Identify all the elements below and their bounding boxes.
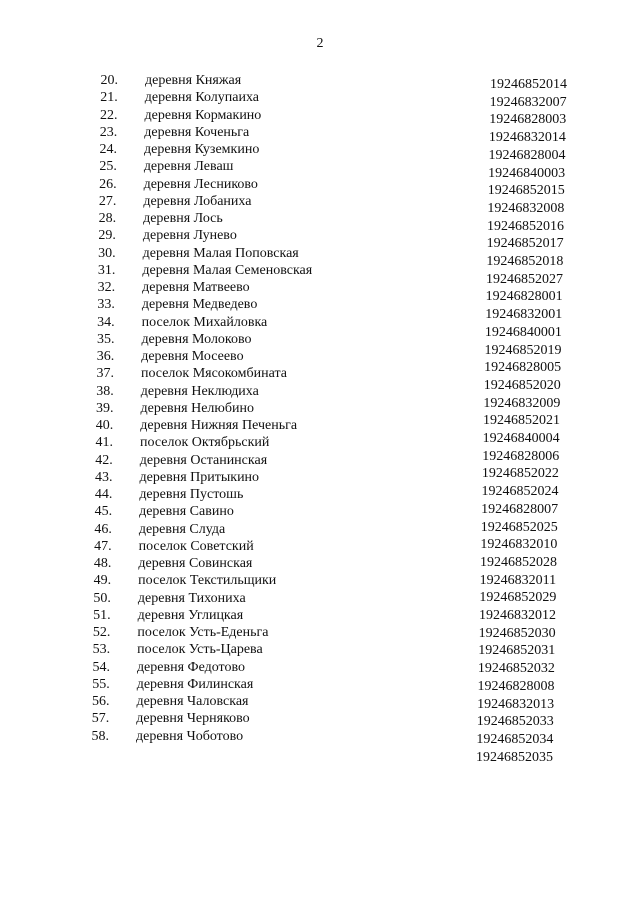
oktmo-code: 19246852019 — [484, 342, 562, 358]
item-number: 22. — [100, 107, 118, 123]
item-number: 47. — [94, 538, 112, 554]
oktmo-code: 19246828001 — [485, 289, 563, 305]
item-number: 37. — [96, 366, 114, 382]
oktmo-code: 19246852024 — [481, 484, 559, 500]
settlement-name: поселок Усть-Царева — [137, 642, 263, 658]
settlement-name: деревня Кормакино — [144, 107, 262, 123]
item-number: 48. — [93, 556, 112, 571]
item-number: 33. — [97, 297, 115, 313]
settlement-name: деревня Чоботово — [136, 728, 244, 744]
list-item — [0, 728, 640, 765]
item-number: 53. — [92, 642, 111, 658]
item-number: 27. — [98, 193, 117, 209]
settlement-name: поселок Усть-Еденьга — [137, 625, 269, 640]
list-item — [0, 176, 640, 199]
oktmo-code: 19246828003 — [489, 112, 567, 128]
settlement-name: деревня Останинская — [139, 452, 268, 468]
oktmo-code: 19246852034 — [476, 731, 554, 747]
settlement-name: деревня Савино — [139, 504, 234, 520]
oktmo-code: 19246852018 — [486, 254, 564, 269]
item-number: 34. — [97, 314, 115, 330]
item-number: 21. — [100, 90, 118, 106]
oktmo-code: 19246852029 — [479, 590, 557, 606]
item-number: 55. — [92, 676, 110, 692]
item-number: 45. — [94, 504, 113, 520]
oktmo-code: 19246852033 — [476, 714, 554, 730]
item-number: 56. — [91, 694, 110, 709]
item-number: 57. — [91, 711, 110, 727]
list-item — [0, 210, 640, 234]
settlement-name: поселок Советский — [138, 538, 254, 554]
item-number: 40. — [95, 418, 114, 433]
settlement-name: деревня Коченьга — [144, 124, 250, 140]
settlement-name: деревня Углицкая — [137, 607, 244, 623]
settlement-name: деревня Колупаиха — [144, 90, 260, 106]
settlement-name: деревня Тихониха — [137, 590, 246, 606]
settlement-name: деревня Нижняя Печеньга — [140, 418, 298, 433]
list-item — [0, 245, 640, 269]
list-item — [0, 141, 640, 163]
oktmo-code: 19246840004 — [482, 431, 560, 446]
settlement-name: поселок Мясокомбината — [140, 366, 287, 382]
settlement-name: деревня Пустошь — [139, 487, 244, 502]
item-number: 24. — [99, 142, 118, 157]
oktmo-code: 19246852025 — [480, 519, 558, 535]
settlement-name: деревня Чаловская — [136, 694, 249, 709]
settlement-name: деревня Лесниково — [143, 176, 258, 192]
item-number: 35. — [96, 331, 115, 347]
settlement-name: деревня Княжая — [145, 73, 242, 88]
oktmo-code: 19246832007 — [489, 94, 567, 110]
oktmo-code: 19246852030 — [478, 625, 556, 641]
item-number: 20. — [100, 73, 118, 88]
oktmo-code: 19246832001 — [485, 307, 563, 323]
settlement-name: деревня Матвеево — [142, 280, 250, 295]
settlement-name: деревня Куземкино — [144, 142, 260, 157]
item-number: 58. — [91, 728, 109, 744]
oktmo-code: 19246852031 — [478, 643, 556, 659]
oktmo-code: 19246852017 — [486, 236, 564, 252]
page-number: 2 — [316, 36, 324, 51]
item-number: 39. — [96, 400, 114, 416]
oktmo-code: 19246852022 — [481, 466, 559, 482]
oktmo-code: 19246840003 — [488, 165, 566, 181]
oktmo-code: 19246832014 — [488, 130, 566, 146]
settlement-name: деревня Медведево — [141, 297, 258, 313]
list-item — [0, 107, 640, 128]
oktmo-code: 19246852016 — [487, 218, 565, 234]
oktmo-code: 19246852020 — [483, 377, 561, 393]
settlement-name: деревня Малая Поповская — [142, 245, 299, 261]
oktmo-code: 19246828006 — [482, 448, 560, 464]
oktmo-code: 19246852032 — [477, 661, 555, 677]
oktmo-code: 19246832011 — [479, 572, 557, 588]
settlement-name: поселок Михайловка — [141, 314, 268, 330]
oktmo-code: 19246852027 — [485, 271, 563, 287]
settlement-name: деревня Лунево — [142, 228, 237, 244]
settlement-name: деревня Молоково — [141, 331, 252, 347]
item-number: 23. — [99, 124, 118, 140]
list-item — [0, 158, 640, 181]
item-number: 46. — [94, 521, 112, 537]
settlement-name: деревня Федотово — [136, 659, 246, 675]
settlement-name: деревня Лось — [143, 211, 223, 226]
list-item — [0, 72, 640, 92]
settlement-list — [0, 72, 640, 765]
item-number: 44. — [94, 487, 113, 502]
oktmo-code: 19246832009 — [483, 395, 561, 411]
oktmo-code: 19246832012 — [478, 608, 556, 623]
item-number: 50. — [93, 590, 111, 606]
settlement-name: деревня Нелюбино — [140, 400, 254, 416]
item-number: 31. — [97, 262, 116, 278]
oktmo-code: 19246852035 — [476, 749, 553, 765]
item-number: 29. — [98, 228, 116, 244]
settlement-name: деревня Неклюдиха — [140, 383, 259, 399]
item-number: 36. — [96, 349, 115, 364]
item-number: 25. — [99, 159, 117, 175]
item-number: 30. — [98, 245, 116, 261]
oktmo-code: 19246852014 — [490, 77, 567, 92]
list-item — [0, 193, 640, 216]
item-number: 42. — [95, 452, 113, 468]
list-item — [0, 124, 640, 146]
oktmo-code: 19246832013 — [477, 696, 555, 712]
settlement-name: деревня Мосеево — [141, 349, 244, 364]
settlement-name: поселок Октябрьский — [140, 435, 270, 451]
settlement-name: поселок Текстильщики — [138, 573, 277, 589]
list-item — [0, 227, 640, 252]
oktmo-code: 19246852015 — [487, 183, 565, 199]
oktmo-code: 19246840001 — [484, 324, 562, 340]
oktmo-code: 19246852021 — [483, 413, 560, 429]
settlement-name: деревня Притыкино — [139, 469, 260, 485]
settlement-name: деревня Филинская — [136, 676, 254, 692]
item-number: 51. — [93, 607, 111, 623]
item-number: 26. — [99, 176, 117, 192]
settlement-name: деревня Малая Семеновская — [142, 262, 313, 278]
item-number: 41. — [95, 435, 114, 451]
item-number: 52. — [92, 625, 111, 640]
oktmo-code: 19246828007 — [481, 501, 559, 517]
settlement-name: деревня Леваш — [143, 159, 234, 175]
list-item — [0, 262, 640, 287]
item-number: 32. — [97, 280, 116, 295]
settlement-name: деревня Слуда — [138, 521, 226, 537]
oktmo-code: 19246832010 — [480, 537, 558, 553]
oktmo-code: 19246828005 — [484, 360, 562, 376]
item-number: 43. — [95, 469, 113, 485]
settlement-name: деревня Черняково — [136, 711, 250, 727]
oktmo-code: 19246828008 — [477, 678, 555, 694]
list-item — [0, 89, 640, 110]
item-number: 54. — [92, 659, 110, 675]
item-number: 38. — [96, 383, 114, 399]
settlement-name: деревня Совинская — [138, 556, 253, 571]
oktmo-code: 19246828004 — [488, 147, 566, 163]
item-number: 28. — [98, 211, 117, 226]
item-number: 49. — [93, 573, 112, 589]
settlement-name: деревня Лобаниха — [143, 193, 252, 209]
oktmo-code: 19246832008 — [487, 200, 565, 216]
oktmo-code: 19246852028 — [480, 554, 558, 570]
